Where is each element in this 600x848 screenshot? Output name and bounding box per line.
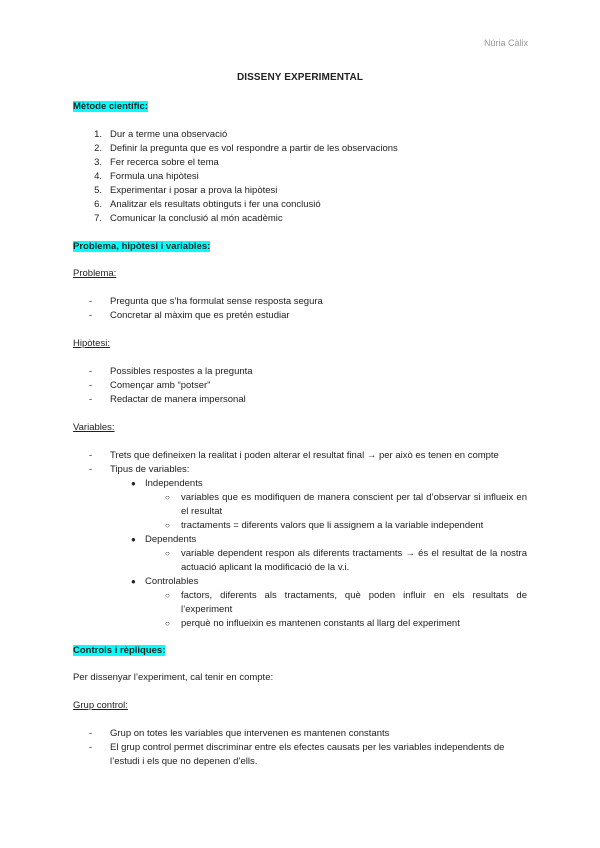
subheading-problema: Problema:	[73, 268, 117, 279]
subheading-hipotesi: Hipòtesi:	[73, 338, 110, 349]
section-heading-problema	[73, 241, 210, 252]
section-heading-metode	[73, 101, 148, 112]
controls-intro: Per dissenyar l’experiment, cal tenir en compte:	[73, 672, 274, 683]
document-title: DISSENY EXPERIMENTAL	[236, 72, 364, 83]
subheading-grup-control: Grup control:	[73, 700, 128, 711]
section-heading-metode-text: Mètode científic:	[73, 101, 148, 112]
section-heading-problema-text: Problema, hipòtesi i variables:	[73, 241, 211, 252]
section-heading-controls	[73, 645, 165, 656]
section-heading-controls-text: Controls i rèpliques:	[73, 645, 166, 656]
author-name: Núria Càlix	[483, 38, 528, 48]
subheading-variables: Variables:	[73, 422, 115, 433]
